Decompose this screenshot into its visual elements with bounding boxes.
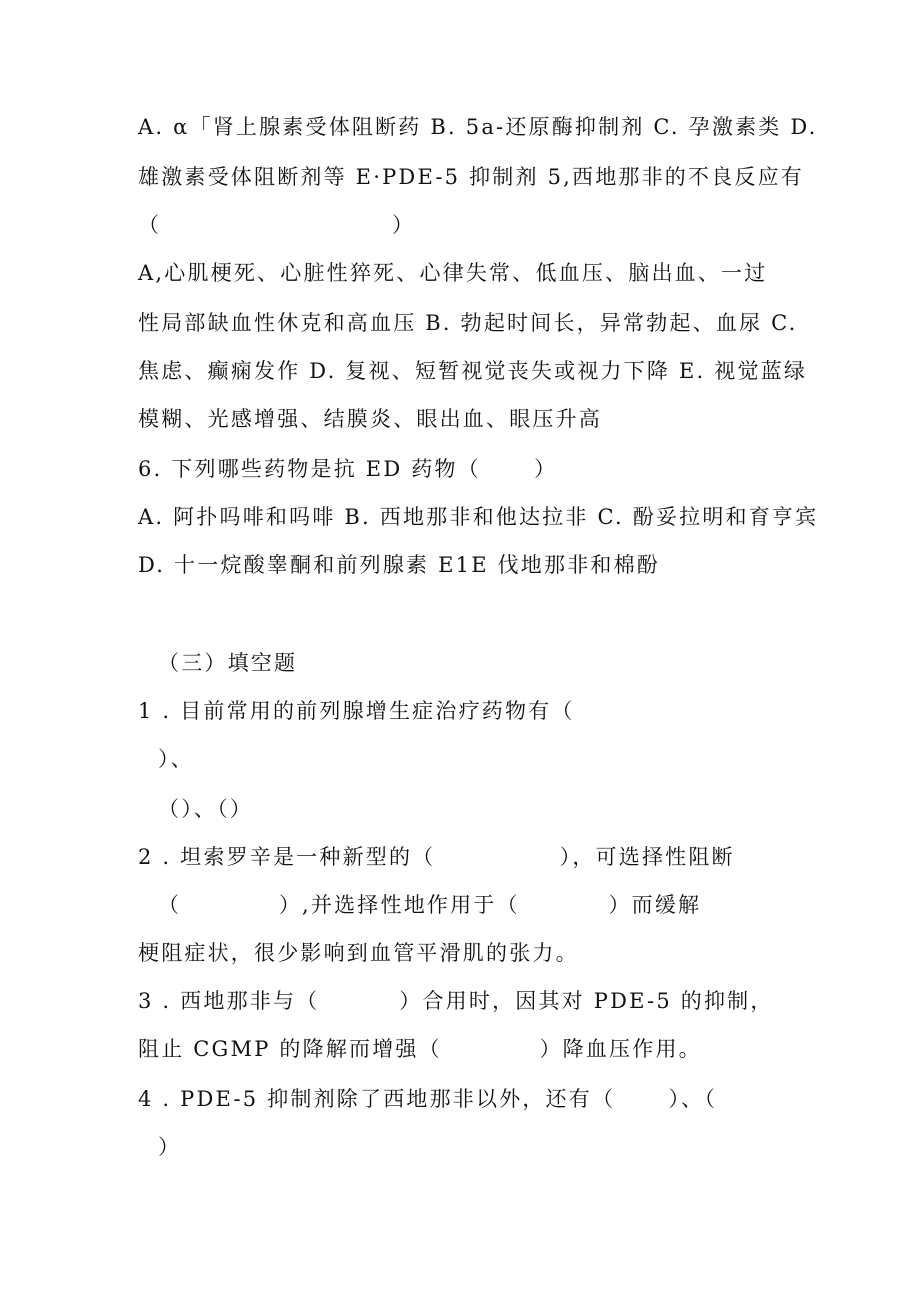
text-line: D. 十一烷酸睾酮和前列腺素 E1E 伐地那非和棉酚 bbox=[138, 553, 661, 577]
text-line: 模糊、光感增强、结膜炎、眼出血、眼压升高 bbox=[138, 407, 602, 431]
question-2: 2 . 坦索罗辛是一种新型的（ ），可选择性阻断 bbox=[138, 845, 735, 869]
text-line: 性局部缺血性休克和高血压 B. 勃起时间长，异常勃起、血尿 C. bbox=[138, 311, 798, 335]
text-line: A. α「肾上腺素受体阻断药 B. 5a-还原酶抑制剂 C. 孕激素类 D. bbox=[138, 115, 818, 139]
text-line: ）、 bbox=[158, 747, 194, 771]
text-line: A,心肌梗死、心脏性猝死、心律失常、低血压、脑出血、一过 bbox=[138, 261, 768, 285]
text-line: 梗阻症状，很少影响到血管平滑肌的张力。 bbox=[138, 941, 579, 965]
question-1: 1 . 目前常用的前列腺增生症治疗药物有（ bbox=[138, 699, 575, 723]
question-4: 4 . PDE-5 抑制剂除了西地那非以外，还有（ ）、（ bbox=[138, 1087, 718, 1111]
question-6: 6. 下列哪些药物是抗 ED 药物（ ） bbox=[138, 457, 558, 481]
text-line: 焦虑、癫痫发作 D. 复视、短暂视觉丧失或视力下降 E. 视觉蓝绿 bbox=[138, 359, 808, 383]
text-line: （）、（） bbox=[158, 797, 253, 821]
text-line: （ ）,并选择性地作用于（ ）而缓解 bbox=[158, 893, 702, 917]
text-line: 阻止 CGMP 的降解而增强（ ）降血压作用。 bbox=[138, 1037, 702, 1061]
section-heading: （三）填空题 bbox=[158, 651, 298, 675]
text-line: A. 阿扑吗啡和吗啡 B. 西地那非和他达拉非 C. 酚妥拉明和育亨宾 bbox=[138, 505, 819, 529]
text-line: ） bbox=[158, 1135, 182, 1159]
question-3: 3 . 西地那非与（ ）合用时，因其对 PDE-5 的抑制， bbox=[138, 989, 774, 1013]
text-line: （ ） bbox=[138, 213, 416, 237]
text-line: 雄激素受体阻断剂等 E·PDE-5 抑制剂 5,西地那非的不良反应有 bbox=[138, 165, 805, 189]
